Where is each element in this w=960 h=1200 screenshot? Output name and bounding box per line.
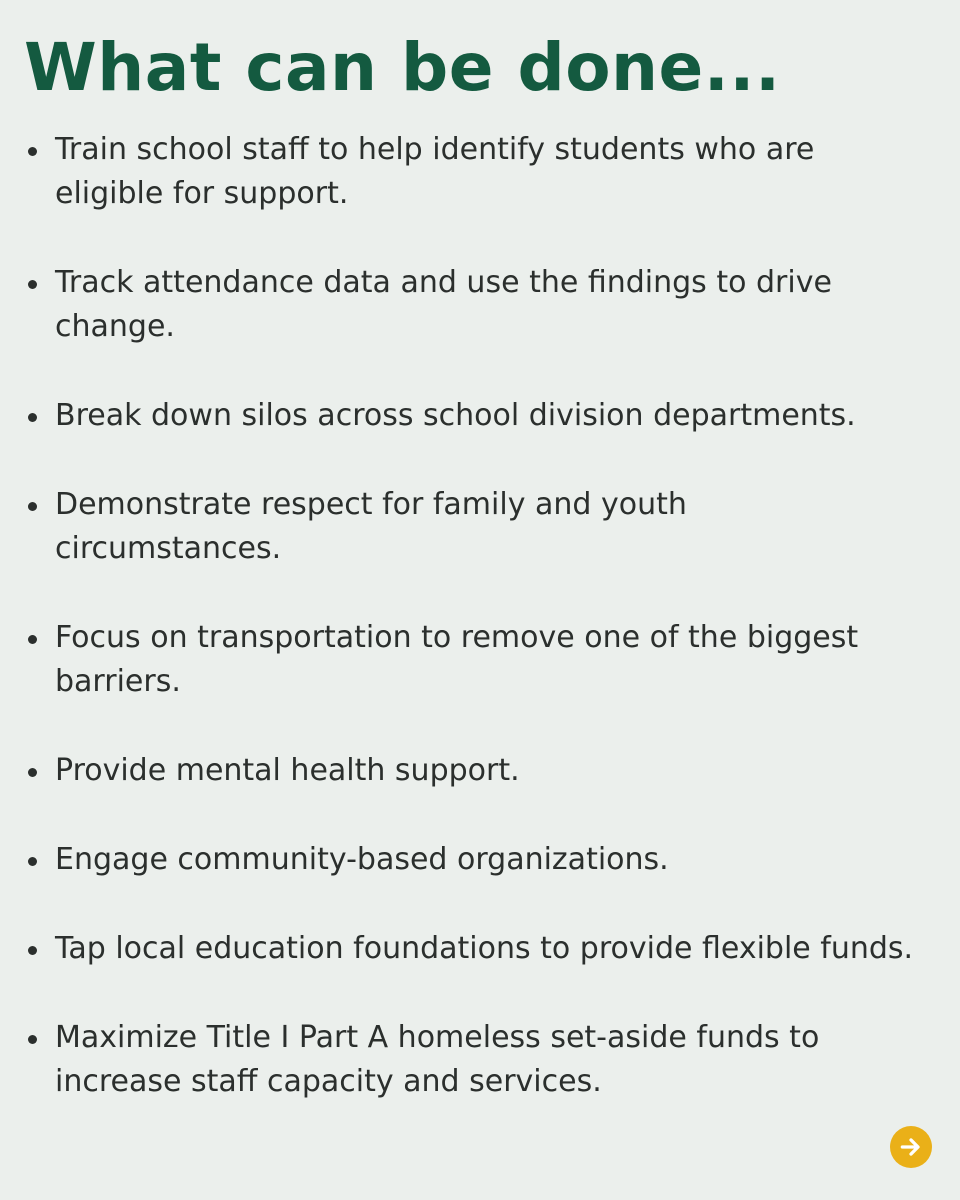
list-item-text: Focus on transportation to remove one of the biggest barriers. (55, 620, 859, 699)
bullet-icon (28, 768, 37, 777)
list-item-text: Provide mental health support. (55, 753, 520, 788)
page-title: What can be done... (24, 29, 781, 106)
list-item-text: Break down silos across school division departments. (55, 398, 856, 433)
bullet-icon (28, 147, 37, 156)
list-item (0, 1016, 960, 1104)
list-item (0, 838, 960, 882)
list-item-text: Tap local education foundations to provide flexible funds. (55, 931, 914, 966)
bullet-icon (28, 946, 37, 955)
bullet-icon (28, 413, 37, 422)
list-item (0, 483, 960, 571)
list-item-text: Maximize Title I Part A homeless set-aside funds to increase staff capacity and services. (55, 1020, 820, 1099)
list-item (0, 261, 960, 349)
list-item-text: Demonstrate respect for family and youth circumstances. (55, 487, 687, 566)
list-item-text: Track attendance data and use the findings to drive change. (55, 265, 832, 344)
action-list (0, 128, 960, 1149)
bullet-icon (28, 635, 37, 644)
bullet-icon (28, 1035, 37, 1044)
bullet-icon (28, 280, 37, 289)
arrow-right-icon (898, 1134, 924, 1160)
list-item-text: Train school staff to help identify students who are eligible for support. (55, 132, 815, 211)
list-item (0, 128, 960, 216)
list-item (0, 749, 960, 793)
list-item (0, 616, 960, 704)
list-item-text: Engage community-based organizations. (55, 842, 669, 877)
next-button[interactable] (890, 1126, 932, 1168)
bullet-icon (28, 502, 37, 511)
bullet-icon (28, 857, 37, 866)
list-item (0, 927, 960, 971)
list-item (0, 394, 960, 438)
